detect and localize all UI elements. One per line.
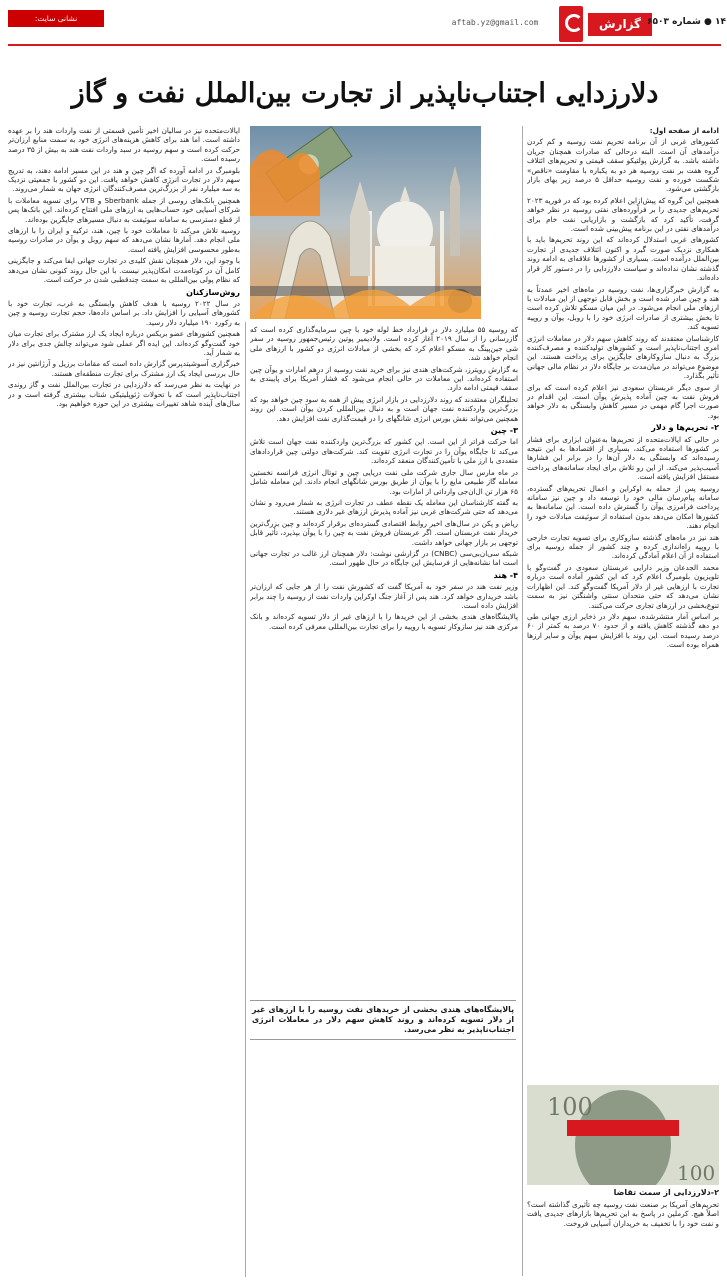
issue-line: ۱۴ ● شماره ۶۵۰۳ bbox=[647, 17, 726, 27]
paragraph: در سال ۲۰۲۲ روسیه با هدف کاهش وابستگی به غرب، تجارت خود با کشورهای آسیایی را افزایش داد. بر اساس داده‌ها، حجم تجارت روسیه و چین به رکورد ۱۹۰ میلیارد دلار رسید. bbox=[8, 298, 240, 327]
pull-quote: پالایشگاه‌های هندی بخشی از خریدهای نفت روسیه را با ارزهای غیر از دلار تسویه کرده‌اند و روند کاهش سهم دلار در معاملات انرژی اجتناب‌ناپذیر به نظر می‌رسد. bbox=[250, 1000, 516, 1040]
paragraph: روسیه پس از حمله به اوکراین و اعمال تحریم‌های گسترده، سامانه پیام‌رسان مالی خود را توسعه داد و چین نیز سامانه پرداخت فرامرزی یوآن را گسترش داده است. این سامانه‌ها به کشورها امکان می‌دهد بدون استفاده از سوئیفت مبادلات خود را انجام دهند. bbox=[527, 483, 719, 531]
paragraph: هند نیز در ماه‌های گذشته سازوکاری برای تسویه تجارت خارجی با روپیه راه‌اندازی کرده و چند کشور از جمله روسیه برای استفاده از آن اعلام آمادگی کرده‌اند. bbox=[527, 532, 719, 561]
paragraph: وزیر نفت هند در سفر خود به آمریکا گفت که کشورش نفت را از هر جایی که ارزان‌تر باشد خریداری خواهد کرد. هند پس از آغاز جنگ اوکراین واردات نفت از روسیه را چند برابر افزایش داده است. bbox=[250, 582, 518, 610]
paragraph: پالایشگاه‌های هندی بخشی از این خریدها را با ارزهای غیر از دلار تسویه کرده‌اند و بانک مرکزی هند نیز سازوکار تسویه با روپیه را برای تجارت بین‌المللی معرفی کرده است. bbox=[250, 612, 518, 631]
paragraph: محمد الجدعان وزیر دارایی عربستان سعودی در گفت‌وگو با تلویزیون بلومبرگ اعلام کرد که این کشور آماده است درباره تجارت با ارزهایی غیر از دلار آمریکا گفت‌وگو کند. این اظهارات نشان می‌دهد که حتی متحدان سنتی واشنگتن نیز به سمت تنوع‌بخشی در ارزهای تجاری حرکت می‌کنند. bbox=[527, 562, 719, 610]
paragraph: همچنین این گروه که پیش‌ازاین اعلام کرده بود که در فوریه ۲۰۲۳ تحریم‌های جدیدی را بر فرآورده‌های نفتی روسیه در نظر خواهد گرفت، تأکید کرد که بازگشت و بازاریابی نفت خام برای درآمدهای نفتی در این برنامه پیش‌بینی شده است. bbox=[527, 195, 719, 234]
article-column-left bbox=[8, 126, 240, 1276]
paragraph: تحلیلگران معتقدند که روند دلارزدایی در بازار انرژی پیش از همه به سود چین خواهد بود که بزرگ‌ترین واردکننده نفت جهان است و به دنبال بین‌المللی کردن یوآن است. این روند همچنین می‌تواند نقش بورس انرژی شانگهای را در قیمت‌گذاری نفت افزایش دهد. bbox=[250, 394, 518, 423]
paragraph: به گفته کارشناسان این معامله یک نقطه عطف در تجارت انرژی به شمار می‌رود و نشان می‌دهد که حتی شرکت‌های غربی نیز آماده پذیرش ارزهای غیر دلاری هستند. bbox=[250, 497, 518, 517]
paragraph: بلومبرگ در ادامه آورده که اگر چین و هند در این مسیر ادامه دهند، به تدریج سهم دلار در تجارت انرژی کاهش خواهد یافت. این دو کشور با جمعیتی نزدیک به سه میلیارد نفر از بزرگ‌ترین مصرف‌کنندگان انرژی جهان به شمار می‌روند. bbox=[8, 165, 240, 194]
paragraph: در نهایت به نظر می‌رسد که دلارزدایی در تجارت بین‌الملل نفت و گاز روندی اجتناب‌ناپذیر است که با تحولات ژئوپلیتیکی شتاب بیشتری گرفته است و در سال‌های آینده شاهد تغییرات بیشتری در این حوزه خواهیم بود. bbox=[8, 380, 240, 408]
paragraph: با وجود این، دلار همچنان نقش کلیدی در تجارت جهانی ایفا می‌کند و جایگزینی کامل آن در کوتاه‌مدت امکان‌پذیر نیست. با این حال روند کنونی نشان می‌دهد که نظام پولی بین‌المللی به سمت چندقطبی شدن در حرکت است. bbox=[8, 256, 240, 285]
section-label: گزارش bbox=[588, 13, 652, 36]
paragraph: روسیه تلاش می‌کند تا معاملات خود با چین، هند، ترکیه و ایران را با ارزهای ملی انجام دهد. آمارها نشان می‌دهد که سهم روبل و یوآن در صادرات روسیه به‌طور محسوسی افزایش یافته است. bbox=[8, 226, 240, 254]
paragraph: همچنین کشورهای عضو بریکس درباره ایجاد یک ارز مشترک برای تجارت میان خود گفت‌وگو کرده‌اند. این ایده اگر عملی شود می‌تواند چالش جدی برای دلار به شمار آید. bbox=[8, 329, 240, 357]
subheading: ۴- هند bbox=[493, 570, 518, 580]
paragraph: ایالات‌متحده نیز در سالیان اخیر تأمین قسمتی از نفت واردات هند را بر عهده داشته است. اما هند برای کاهش هزینه‌های انرژی خود به سمت منابع ارزان‌تر حرکت کرده است و سهم روسیه در سبد واردات نفت هند به بیش از ۳۵ درصد رسیده است. bbox=[8, 126, 240, 164]
column-rule bbox=[245, 322, 246, 1277]
photo-section-heading: ۲-دلارزدایی از سمت تقاضا bbox=[613, 1188, 719, 1197]
paragraph: بر اساس آمار منتشرشده، سهم دلار در ذخایر ارزی جهانی طی دو دهه گذشته کاهش یافته و از حدود ۷۰ درصد به کمتر از ۶۰ درصد رسیده است. این روند با افزایش سهم یوآن و سایر ارزها همراه بوده است. bbox=[527, 611, 719, 650]
paragraph: اما حرکت فراتر از این است. این کشور که بزرگ‌ترین واردکننده نفت جهان است تلاش می‌کند تا جایگاه یوآن را در تجارت انرژی تقویت کند. شرکت‌های دولتی چین قراردادهای متعددی با ارز ملی با تأمین‌کنندگان منعقد کرده‌اند. bbox=[250, 437, 518, 466]
continued-label: ادامه از صفحه اول: bbox=[649, 126, 719, 135]
paragraph: ریاض و پکن در سال‌های اخیر روابط اقتصادی گسترده‌ای برقرار کرده‌اند و چین بزرگ‌ترین خریدار نفت عربستان است. اگر عربستان فروش نفت به چین را با یوآن بپذیرد، تأثیر قابل توجهی بر بازار جهانی خواهد داشت. bbox=[250, 518, 518, 547]
paragraph: در ماه مارس سال جاری شرکت ملی نفت دریایی چین و توتال انرژی فرانسه نخستین معامله گاز طبیعی مایع را با یوآن از طریق بورس شانگهای انجام دادند. این معامله شامل ۶۵ هزار تن ال‌ان‌جی وارداتی از امارات بود. bbox=[250, 467, 518, 496]
newspaper-logo-icon bbox=[559, 6, 583, 42]
paragraph: همچنین بانک‌های روسی از جمله Sberbank و VTB برای تسویه معاملات با شرکای آسیایی خود حساب‌هایی به ارزهای ملی افتتاح کرده‌اند. این بانک‌ها پس از قطع دسترسی به سامانه سوئیفت به دنبال مسیرهای جایگزین بوده‌اند. bbox=[8, 195, 240, 224]
paragraph: که روسیه ۵۵ میلیارد دلار در قرارداد خط لوله خود با چین سرمایه‌گذاری کرده است که گازرسانی را از سال ۲۰۱۹ آغاز کرده است. ولادیمیر پوتین رئیس‌جمهور روسیه در سفر شی جین‌پینگ به مسکو اعلام کرد که بخشی از مبادلات انرژی دو کشور با ارزهای ملی انجام خواهد شد. bbox=[250, 325, 518, 363]
paragraph: شبکه سی‌ان‌بی‌سی (CNBC) در گزارشی نوشت: دلار همچنان ارز غالب در تجارت جهانی است اما نشانه‌هایی از فرسایش این جایگاه در حال ظهور است. bbox=[250, 548, 518, 568]
article-column-right bbox=[527, 126, 719, 1081]
landmarks-collage-illustration bbox=[250, 126, 481, 319]
subheading: ۲- تحریم‌ها و دلار bbox=[651, 423, 719, 433]
subheading: ۳- چین bbox=[490, 426, 518, 436]
headline: دلارزدایی اجتناب‌ناپذیر از تجارت بین‌الملل نفت و گاز bbox=[71, 78, 659, 109]
paragraph: خبرگزاری آسوشیتدپرس گزارش داده است که مقامات برزیل و آرژانتین نیز در حال بررسی ایجاد یک ارز مشترک برای تجارت منطقه‌ای هستند. bbox=[8, 359, 240, 378]
paragraph: به گزارش رویترز، شرکت‌های هندی نیز برای خرید نفت روسیه از درهم امارات و یوآن چین استفاده کرده‌اند. این معاملات در حالی انجام می‌شود که فشار آمریکا برای پایبندی به سقف قیمتی ادامه دارد. bbox=[250, 364, 518, 393]
svg-text:100: 100 bbox=[547, 1093, 593, 1121]
paragraph: به گزارش خبرگزاری‌ها، نفت روسیه در ماه‌های اخیر عمدتاً به هند و چین صادر شده است و بخش قابل توجهی از این مبادلات با ارزهای ملی انجام می‌شود. در این میان مسکو تلاش کرده است تا بخش بیشتری از صادرات انرژی خود را با روبل، یوآن و روپیه تسویه کند. bbox=[527, 284, 719, 332]
article-column-middle bbox=[250, 325, 518, 1275]
paragraph: کشورهای غربی استدلال کرده‌اند که این روند تحریم‌ها باید با همکاری نزدیک صورت گیرد و اکنون ائتلاف جدیدی از تجارت بین‌الملل درآمده است. بسیاری از کشورها علاقه‌ای به ادامه روند گذشته نشان نداده‌اند و سیاست دلارزدایی را در دستور کار قرار داده‌اند. bbox=[527, 235, 719, 283]
dollar-bill-photo bbox=[527, 1085, 719, 1185]
svg-text:100: 100 bbox=[677, 1161, 716, 1185]
paragraph: کشورهای غربی از آن برنامه تحریم نفت روسیه و کم کردن درآمدهای آن است. البته درحالی که صادرات همچنان جریان داشته باشد. به گزارش پولتیکو سقف قیمتی و تحریم‌های ائتلاف گروه هفت بر نفت روسیه هر دو به یکباره با مقاومت «ناقص» شکست خورده و نفت روسیه حداقل ۵ درصد زیر بهای بازار بازگشتی می‌شود. bbox=[527, 137, 719, 194]
hero-image bbox=[250, 126, 481, 319]
paragraph: از سوی دیگر عربستان سعودی نیز اعلام کرده است که برای فروش نفت به چین آماده پذیرش یوآن است. این اقدام در صورت اجرا گام مهمی در مسیر کاهش وابستگی به دلار خواهد بود. bbox=[527, 382, 719, 420]
site-tag: نشانی سایت: aftabeyazd.ir bbox=[8, 10, 104, 27]
bottom-paragraph: تحریم‌های آمریکا بر صنعت نفت روسیه چه تأثیری گذاشته است؟ اصلاً هیچ. کرملین در پاسخ به این تحریم‌ها بازارهای جدیدی یافت و نفت خود را با تخفیف به خریداران آسیایی فروخت. bbox=[527, 1200, 719, 1228]
paragraph: کارشناسان معتقدند که روند کاهش سهم دلار در معاملات انرژی امری اجتناب‌ناپذیر است و کشورهای تولیدکننده و مصرف‌کننده بزرگ به دنبال سازوکارهای جایگزین برای پرداخت هستند. این موضوع می‌تواند در میان‌مدت بر جایگاه دلار در نظام مالی جهانی تأثیر بگذارد. bbox=[527, 333, 719, 381]
subheading: روش‌سازکنان bbox=[186, 287, 240, 297]
email-address: aftab.yz@gmail.com bbox=[451, 18, 539, 27]
paragraph: در حالی که ایالات‌متحده از تحریم‌ها به‌عنوان ابزاری برای فشار بر کشورها استفاده می‌کند، بسیاری از اقتصادها به این نتیجه رسیده‌اند که وابستگی به دلار آن‌ها را در برابر این فشارها آسیب‌پذیر می‌کند. از این رو تلاش برای ایجاد سامانه‌های پرداخت مستقل افزایش یافته است. bbox=[527, 434, 719, 482]
column-rule bbox=[522, 126, 523, 1276]
header-divider bbox=[8, 44, 721, 46]
